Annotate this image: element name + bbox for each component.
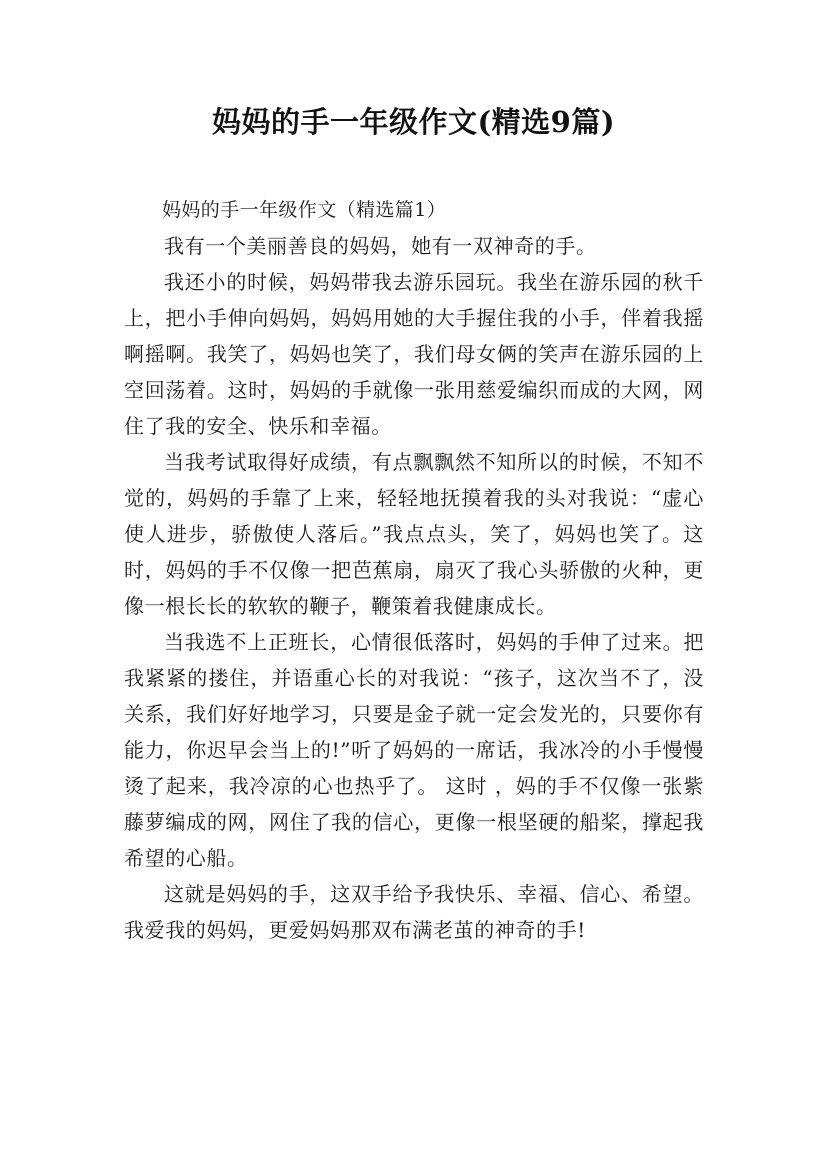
paragraph-2: 我还小的时候，妈妈带我去游乐园玩。我坐在游乐园的秋千上，把小手伸向妈妈，妈妈用她的大手握住我的小手，伴着我摇啊摇啊。我笑了，妈妈也笑了，我们母女俩的笑声在游乐园的上空回荡着。这时，妈妈的手就像一张用慈爱编织而成的大网，网住了我的安全、快乐和幸福。 [124,270,704,438]
paragraph-4: 当我选不上正班长，心情很低落时，妈妈的手伸了过来。把我紧紧的搂住，并语重心长的对我说：“孩子，这次当不了，没关系，我们好好地学习，只要是金子就一定会发光的，只要你有能力，你迟早会当上的!”听了妈妈的一席话，我冰冷的小手慢慢烫了起来，我冷凉的心也热乎了。 这时 ，妈的手不仅像一张紫藤萝编成的网，网住了我的信心，更像一根坚硬的船桨，撑起我希望的心船。 [124,630,704,870]
paragraph-3: 当我考试取得好成绩，有点飘飘然不知所以的时候，不知不觉的，妈妈的手靠了上来，轻轻地抚摸着我的头对我说：“虚心使人进步，骄傲使人落后。”我点点头，笑了，妈妈也笑了。这时，妈妈的手不仅像一把芭蕉扇，扇灭了我心头骄傲的火种，更像一根长长的软软的鞭子，鞭策着我健康成长。 [124,450,704,618]
document-title: 妈妈的手一年级作文(精选9篇) [211,105,616,139]
paragraph-5: 这就是妈妈的手，这双手给予我快乐、幸福、信心、希望。我爱我的妈妈，更爱妈妈那双布满老茧的神奇的手! [124,882,704,942]
paragraph-1: 我有一个美丽善良的妈妈，她有一双神奇的手。 [164,234,597,258]
document-body [124,192,704,948]
section-heading: 妈妈的手一年级作文（精选篇1） [162,199,447,221]
